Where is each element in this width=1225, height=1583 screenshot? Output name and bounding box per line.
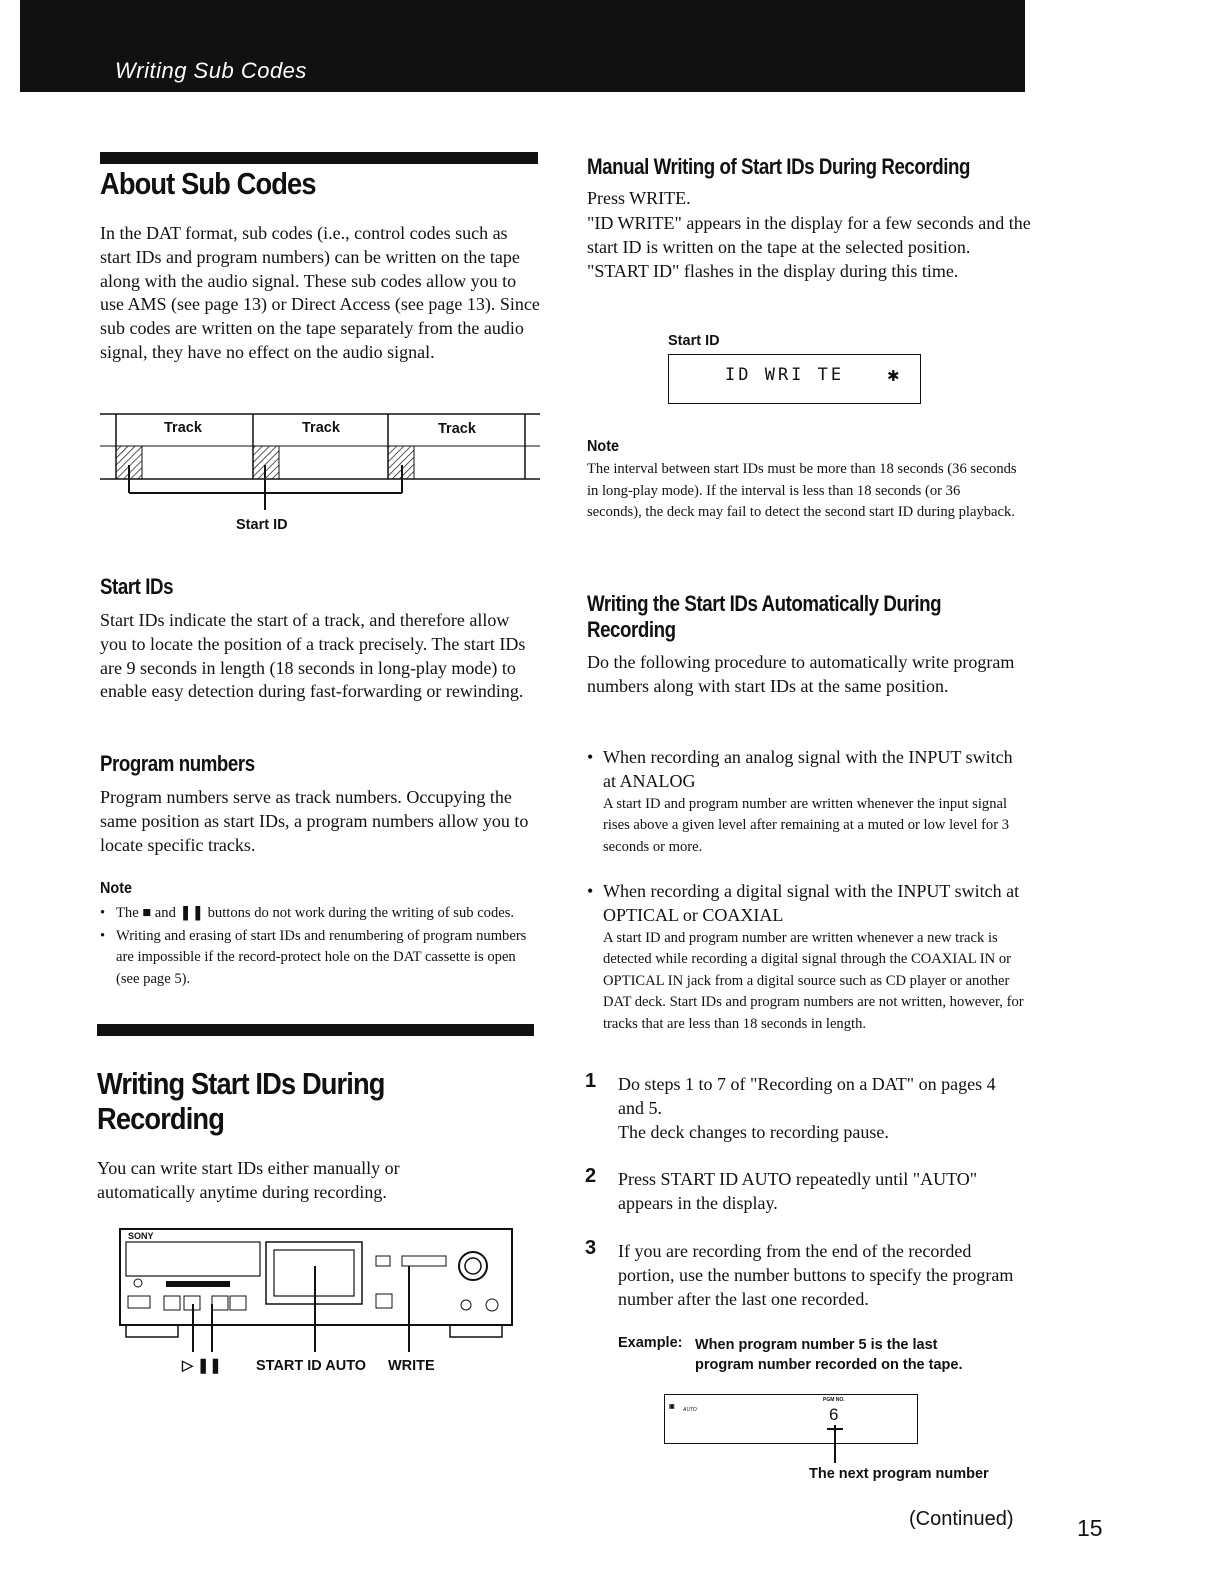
lcd-pgm-no: PGM NO. <box>823 1397 845 1403</box>
section-title: Writing Sub Codes <box>115 58 307 83</box>
auto-bullet-title: When recording a digital signal with the INPUT switch at OPTICAL or COAXIAL <box>603 881 1020 925</box>
left-note-list <box>100 903 530 990</box>
left-note-item: • Writing and erasing of start IDs and renumbering of program numbers are impossible if the record-protect hole on the DAT cassette is open (see page 5). <box>100 926 530 991</box>
display-start-id-label: Start ID <box>668 333 720 349</box>
flash-indicator-icon: ✱ <box>887 368 900 385</box>
about-heading: About Sub Codes <box>100 166 316 201</box>
left-note-item: • The ■ and ❚❚ buttons do not work during the writing of sub codes. <box>100 903 530 925</box>
start-ids-body: Start IDs indicate the start of a track, and therefore allow you to locate the position of a track precisely. The start IDs are 9 seconds in length (18 seconds in long-play mode) to enable easy detection during fast-forwarding or rewinding. <box>100 610 526 702</box>
rec-indicator-icon: ▣ <box>669 1404 675 1410</box>
example-text: When program number 5 is the last program number recorded on the tape. <box>695 1337 963 1373</box>
start-id-label: Start ID <box>236 517 288 533</box>
lcd-text: ID WRI TE <box>725 365 845 385</box>
right-note-heading: Note <box>587 438 620 455</box>
lcd-auto-text: AUTO <box>683 1407 697 1413</box>
auto-bullet-detail: A start ID and program number are written whenever the input signal rises above a given level after remaining at a muted or low level for 3 seconds or more. <box>603 795 1010 855</box>
auto-bullet: • When recording an analog signal with the INPUT switch at ANALOG A start ID and program number are written whenever the input signal rises above a given level after remaining at a muted or low level for 3 seconds or more. <box>587 746 1027 858</box>
step-instruction: If you are recording from the end of the recorded portion, use the number buttons to specify the program number after the last one recorded. <box>618 1241 1014 1309</box>
start-ids-heading: Start IDs <box>100 574 174 599</box>
auto-heading-line2: Recording <box>587 617 676 642</box>
step-result: The deck changes to recording pause. <box>618 1121 889 1142</box>
lcd-program-number: 6 <box>829 1405 839 1424</box>
program-numbers-heading: Program numbers <box>100 751 255 776</box>
auto-heading-line1: Writing the Start IDs Automatically During <box>587 591 942 616</box>
track-label-1: Track <box>164 420 202 436</box>
step-number: 3 <box>585 1237 597 1259</box>
pointer-line <box>825 1425 845 1465</box>
step-instruction: Press START ID AUTO repeatedly until "AUTO" appears in the display. <box>618 1169 978 1213</box>
manual-heading: Manual Writing of Start IDs During Recording <box>587 154 971 179</box>
step-text <box>618 1073 1023 1144</box>
left-note-heading: Note <box>100 880 133 897</box>
step-number: 2 <box>585 1165 597 1187</box>
continued-label: (Continued) <box>909 1508 1014 1530</box>
auto-bullet-detail: A start ID and program number are written whenever a new track is detected while recording a digital signal through the COAXIAL IN or OPTICAL IN jack from a digital source such as CD player or another DAT deck. Start IDs and program numbers are not written, however, for tracks that are less than 18 seconds in length. <box>603 929 1024 1032</box>
auto-bullet: • When recording a digital signal with the INPUT switch at OPTICAL or COAXIAL A start ID and program number are written whenever a new track is detected while recording a digital signal through the COAXIAL IN or OPTICAL IN jack from a digital source such as CD player or another DAT deck. Start IDs and program numbers are not written, however, for tracks that are less than 18 seconds in length. <box>587 880 1027 1036</box>
program-numbers-body: Program numbers serve as track numbers. Occupying the same position as start IDs, a program numbers allow you to locate specific tracks. <box>100 787 529 855</box>
step-instruction: Do steps 1 to 7 of "Recording on a DAT" on pages 4 and 5. <box>618 1074 996 1118</box>
manual-p2: "ID WRITE" appears in the display for a few seconds and the start ID is written on the tape at the selected position. "START ID" flashes in the display during this time. <box>587 213 1031 281</box>
sony-logo: SONY <box>128 1231 154 1241</box>
step-number: 1 <box>585 1070 597 1092</box>
example-label: Example: <box>618 1335 683 1351</box>
writing-heading-line2: Recording <box>97 1101 224 1136</box>
dat-deck-illustration <box>118 1226 516 1356</box>
play-pause-label: ▷ ❚❚ <box>182 1358 222 1374</box>
heading-rule <box>97 1024 534 1036</box>
next-program-label: The next program number <box>809 1466 989 1482</box>
track-label-3: Track <box>438 421 476 437</box>
right-note-body: The interval between start IDs must be more than 18 seconds (36 seconds in long-play mode). If the interval is less than 18 seconds (or 36 seconds), the deck may fail to detect the second start ID during playback. <box>587 461 1017 521</box>
start-id-auto-label: START ID AUTO <box>256 1358 367 1374</box>
heading-rule <box>100 152 538 164</box>
manual-p1: Press WRITE. <box>587 188 691 208</box>
auto-body: Do the following procedure to automatically write program numbers along with start IDs at the same position. <box>587 652 1015 696</box>
page-number: 15 <box>1077 1515 1103 1541</box>
track-label-2: Track <box>302 420 340 436</box>
about-body: In the DAT format, sub codes (i.e., control codes such as start IDs and program numbers) can be written on the tape along with the audio signal. These sub codes allow you to use AMS (see page 13) or Direct Access (see page 13). Since sub codes are written on the tape separately from the audio signal, they have no effect on the audio signal. <box>100 223 540 362</box>
writing-heading-line1: Writing Start IDs During <box>97 1066 385 1101</box>
writing-body: You can write start IDs either manually or automatically anytime during recording. <box>97 1158 400 1202</box>
lcd-display-program <box>664 1394 918 1444</box>
auto-bullet-title: When recording an analog signal with the INPUT switch at ANALOG <box>603 747 1013 791</box>
lcd-display <box>668 354 921 404</box>
write-label: WRITE <box>388 1358 435 1374</box>
